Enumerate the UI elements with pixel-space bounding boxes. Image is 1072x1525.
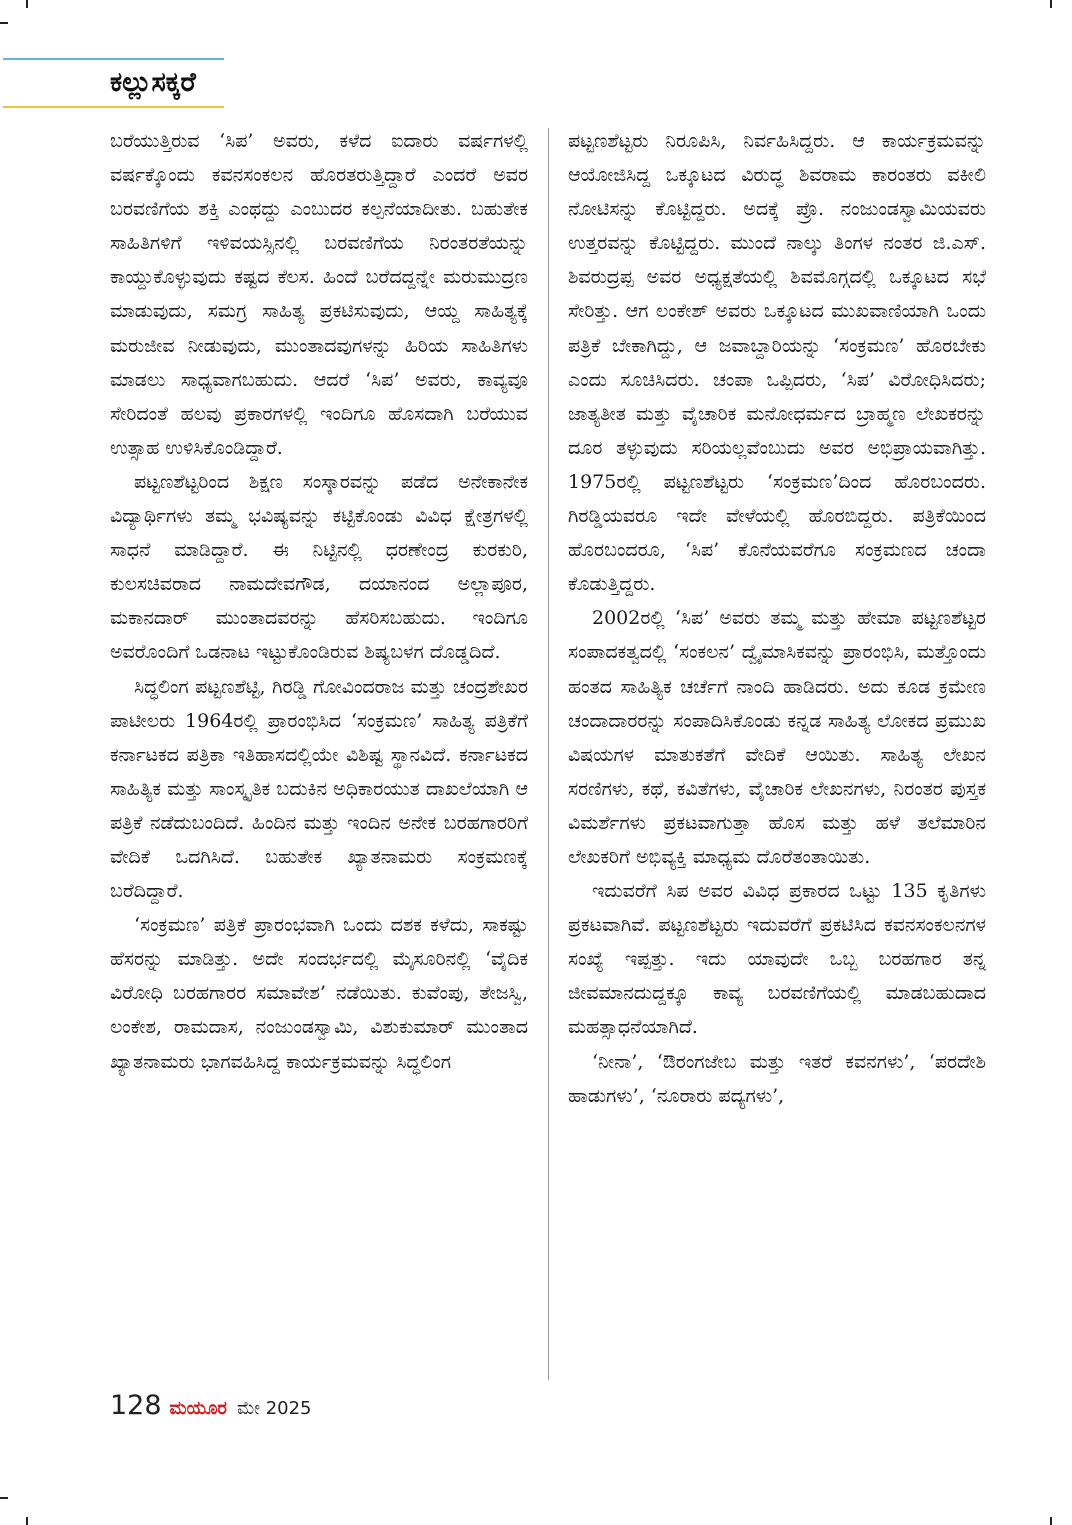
column-divider — [548, 128, 549, 1380]
issue-date: ಮೇ 2025 — [236, 1398, 312, 1419]
page-number: 128 — [110, 1390, 162, 1421]
section-title: ಕಲ್ಲುಸಕ್ಕರೆ — [110, 67, 196, 98]
section-header — [3, 58, 224, 110]
header-rule-bottom — [3, 106, 224, 108]
magazine-logo: ಮಯೂರ — [169, 1398, 227, 1419]
paragraph: ‘ನೀನಾ’, ‘ಔರಂಗಜೇಬ ಮತ್ತು ಇತರೆ ಕವನಗಳು’, ‘ಪರದೇಶಿ ಹಾಡುಗಳು’, ‘ನೂರಾರು ಪದ್ಯಗಳು’, — [568, 1050, 986, 1107]
article-column-left — [110, 124, 528, 1079]
paragraph: ಇದುವರೆಗೆ ಸಿಪ ಅವರ ವಿವಿಧ ಪ್ರಕಾರದ ಒಟ್ಟು 135 ಕೃತಿಗಳು ಪ್ರಕಟವಾಗಿವೆ. ಪಟ್ಟಣಶೆಟ್ಟರು ಇದುವರೆಗೆ ಪ್ರಕಟಿಸಿದ ಕವನಸಂಕಲನಗಳ ಸಂಖ್ಯೆ ಇಪ್ಪತ್ತು. ಇದು ಯಾವುದೇ ಒಬ್ಬ ಬರಹಗಾರ ತನ್ನ ಜೀವಮಾನದುದ್ದಕ್ಕೂ ಕಾವ್ಯ ಬರವಣಿಗೆಯಲ್ಲಿ ಮಾಡಬಹುದಾದ ಮಹತ್ಸಾಧನೆಯಾಗಿದೆ. — [568, 880, 986, 1039]
crop-mark-left-top — [0, 22, 8, 24]
page-footer — [110, 1390, 312, 1430]
crop-mark-bottom-left — [26, 1517, 28, 1525]
crop-mark-top-left — [26, 0, 28, 8]
article-column-right — [568, 124, 986, 1113]
header-rule-top — [3, 58, 224, 60]
paragraph: ಪಟ್ಟಣಶೆಟ್ಟರಿಂದ ಶಿಕ್ಷಣ ಸಂಸ್ಕಾರವನ್ನು ಪಡೆದ ಅನೇಕಾನೇಕ ವಿದ್ಯಾರ್ಥಿಗಳು ತಮ್ಮ ಭವಿಷ್ಯವನ್ನು ಕಟ್ಟಿಕೊಂಡು ವಿವಿಧ ಕ್ಷೇತ್ರಗಳಲ್ಲಿ ಸಾಧನೆ ಮಾಡಿದ್ದಾರೆ. ಈ ನಿಟ್ಟಿನಲ್ಲಿ ಧರಣೇಂದ್ರ ಕುರಕುರಿ, ಕುಲಸಚಿವರಾದ ನಾಮದೇವಗೌಡ, ದಯಾನಂದ ಅಲ್ಲಾಪೂರ, ಮಕಾನದಾರ್ ಮುಂತಾದವರನ್ನು ಹೆಸರಿಸಬಹುದು. ಇಂದಿಗೂ ಅವರೊಂದಿಗೆ ಒಡನಾಟ ಇಟ್ಟುಕೊಂಡಿರುವ ಶಿಷ್ಯಬಳಗ ದೊಡ್ಡದಿದೆ. — [110, 470, 528, 664]
paragraph: 2002ರಲ್ಲಿ ‘ಸಿಪ’ ಅವರು ತಮ್ಮ ಮತ್ತು ಹೇಮಾ ಪಟ್ಟಣಶೆಟ್ಟರ ಸಂಪಾದಕತ್ವದಲ್ಲಿ ‘ಸಂಕಲನ’ ದ್ವೈಮಾಸಿಕವನ್ನು ಪ್ರಾರಂಭಿಸಿ, ಮತ್ತೊಂದು ಹಂತದ ಸಾಹಿತ್ಯಿಕ ಚರ್ಚೆಗೆ ನಾಂದಿ ಹಾಡಿದರು. ಅದು ಕೂಡ ಕ್ರಮೇಣ ಚಂದಾದಾರರನ್ನು ಸಂಪಾದಿಸಿಕೊಂಡು ಕನ್ನಡ ಸಾಹಿತ್ಯ ಲೋಕದ ಪ್ರಮುಖ ವಿಷಯಗಳ ಮಾತುಕತೆಗೆ ವೇದಿಕೆ ಆಯಿತು. ಸಾಹಿತ್ಯ ಲೇಖನ ಸರಣಿಗಳು, ಕಥೆ, ಕವಿತೆಗಳು, ವೈಚಾರಿಕ ಲೇಖನಗಳು, ನಿರಂತರ ಪುಸ್ತಕ ವಿಮರ್ಶೆಗಳು ಪ್ರಕಟವಾಗುತ್ತಾ ಹೊಸ ಮತ್ತು ಹಳೆ ತಲೆಮಾರಿನ ಲೇಖಕರಿಗೆ ಅಭಿವ್ಯಕ್ತಿ ಮಾಧ್ಯಮ ದೊರೆತಂತಾಯಿತು. — [568, 607, 986, 868]
paragraph: ಪಟ್ಟಣಶೆಟ್ಟರು ನಿರೂಪಿಸಿ, ನಿರ್ವಹಿಸಿದ್ದರು. ಆ ಕಾರ್ಯಕ್ರಮವನ್ನು ಆಯೋಜಿಸಿದ್ದ ಒಕ್ಕೂಟದ ವಿರುದ್ಧ ಶಿವರಾಮ ಕಾರಂತರು ವಕೀಲಿ ನೋಟಿಸನ್ನು ಕೊಟ್ಟಿದ್ದರು. ಅದಕ್ಕೆ ಪ್ರೊ. ನಂಜುಂಡಸ್ವಾಮಿಯವರು ಉತ್ತರವನ್ನು ಕೊಟ್ಟಿದ್ದರು. ಮುಂದೆ ನಾಲ್ಕು ತಿಂಗಳ ನಂತರ ಜಿ.ಎಸ್. ಶಿವರುದ್ರಪ್ಪ ಅವರ ಅಧ್ಯಕ್ಷತೆಯಲ್ಲಿ ಶಿವಮೊಗ್ಗದಲ್ಲಿ ಒಕ್ಕೂಟದ ಸಭೆ ಸೇರಿತ್ತು. ಆಗ ಲಂಕೇಶ್ ಅವರು ಒಕ್ಕೂಟದ ಮುಖವಾಣಿಯಾಗಿ ಒಂದು ಪತ್ರಿಕೆ ಬೇಕಾಗಿದ್ದು, ಆ ಜವಾಬ್ದಾರಿಯನ್ನು ‘ಸಂಕ್ರಮಣ’ ಹೊರಬೇಕು ಎಂದು ಸೂಚಿಸಿದರು. ಚಂಪಾ ಒಪ್ಪಿದರು, ‘ಸಿಪ’ ವಿರೋಧಿಸಿದರು; ಜಾತ್ಯತೀತ ಮತ್ತು ವೈಚಾರಿಕ ಮನೋಧರ್ಮದ ಬ್ರಾಹ್ಮಣ ಲೇಖಕರನ್ನು ದೂರ ತಳ್ಳುವುದು ಸರಿಯಲ್ಲವೆಂಬುದು ಅವರ ಅಭಿಪ್ರಾಯವಾಗಿತ್ತು. 1975ರಲ್ಲಿ ಪಟ್ಟಣಶೆಟ್ಟರು ‘ಸಂಕ್ರಮಣ’ದಿಂದ ಹೊರಬಂದರು. ಗಿರಡ್ಡಿಯವರೂ ಇದೇ ವೇಳೆಯಲ್ಲಿ ಹೊರಬಿದ್ದರು. ಪತ್ರಿಕೆಯಿಂದ ಹೊರಬಂದರೂ, ‘ಸಿಪ’ ಕೊನೆಯವರೆಗೂ ಸಂಕ್ರಮಣದ ಚಂದಾ ಕೊಡುತ್ತಿದ್ದರು. — [568, 130, 986, 596]
crop-mark-bottom-right — [1050, 1517, 1052, 1525]
crop-mark-top-right — [1050, 0, 1052, 8]
crop-mark-left-bottom — [0, 1497, 8, 1499]
paragraph: ‘ಸಂಕ್ರಮಣ’ ಪತ್ರಿಕೆ ಪ್ರಾರಂಭವಾಗಿ ಒಂದು ದಶಕ ಕಳೆದು, ಸಾಕಷ್ಟು ಹೆಸರನ್ನು ಮಾಡಿತ್ತು. ಅದೇ ಸಂದರ್ಭದಲ್ಲಿ ಮೈಸೂರಿನಲ್ಲಿ ‘ವೈದಿಕ ವಿರೋಧಿ ಬರಹಗಾರರ ಸಮಾವೇಶ’ ನಡೆಯಿತು. ಕುವೆಂಪು, ತೇಜಸ್ವಿ, ಲಂಕೇಶ, ರಾಮದಾಸ, ನಂಜುಂಡಸ್ವಾಮಿ, ವಿಶುಕುಮಾರ್ ಮುಂತಾದ ಖ್ಯಾತನಾಮರು ಭಾಗವಹಿಸಿದ್ದ ಕಾರ್ಯಕ್ರಮವನ್ನು ಸಿದ್ಧಲಿಂಗ — [110, 914, 528, 1073]
paragraph: ಬರೆಯುತ್ತಿರುವ ‘ಸಿಪ’ ಅವರು, ಕಳೆದ ಐದಾರು ವರ್ಷಗಳಲ್ಲಿ ವರ್ಷಕ್ಕೊಂದು ಕವನಸಂಕಲನ ಹೊರತರುತ್ತಿದ್ದಾರೆ ಎಂದರೆ ಅವರ ಬರವಣಿಗೆಯ ಶಕ್ತಿ ಎಂಥದ್ದು ಎಂಬುದರ ಕಲ್ಪನೆಯಾದೀತು. ಬಹುತೇಕ ಸಾಹಿತಿಗಳಿಗೆ ಇಳಿವಯಸ್ಸಿನಲ್ಲಿ ಬರವಣಿಗೆಯ ನಿರಂತರತೆಯನ್ನು ಕಾಯ್ದುಕೊಳ್ಳುವುದು ಕಷ್ಟದ ಕೆಲಸ. ಹಿಂದೆ ಬರೆದದ್ದನ್ನೇ ಮರುಮುದ್ರಣ ಮಾಡುವುದು, ಸಮಗ್ರ ಸಾಹಿತ್ಯ ಪ್ರಕಟಿಸುವುದು, ಆಯ್ದ ಸಾಹಿತ್ಯಕ್ಕೆ ಮರುಜೀವ ನೀಡುವುದು, ಮುಂತಾದವುಗಳನ್ನು ಹಿರಿಯ ಸಾಹಿತಿಗಳು ಮಾಡಲು ಸಾಧ್ಯವಾಗಬಹುದು. ಆದರೆ ‘ಸಿಪ’ ಅವರು, ಕಾವ್ಯವೂ ಸೇರಿದಂತೆ ಹಲವು ಪ್ರಕಾರಗಳಲ್ಲಿ ಇಂದಿಗೂ ಹೊಸದಾಗಿ ಬರೆಯುವ ಉತ್ಸಾಹ ಉಳಿಸಿಕೊಂಡಿದ್ದಾರೆ. — [110, 130, 528, 459]
paragraph: ಸಿದ್ಧಲಿಂಗ ಪಟ್ಟಣಶೆಟ್ಟಿ, ಗಿರಡ್ಡಿ ಗೋವಿಂದರಾಜ ಮತ್ತು ಚಂದ್ರಶೇಖರ ಪಾಟೀಲರು 1964ರಲ್ಲಿ ಪ್ರಾರಂಭಿಸಿದ ‘ಸಂಕ್ರಮಣ’ ಸಾಹಿತ್ಯ ಪತ್ರಿಕೆಗೆ ಕರ್ನಾಟಕದ ಪತ್ರಿಕಾ ಇತಿಹಾಸದಲ್ಲಿಯೇ ವಿಶಿಷ್ಟ ಸ್ಥಾನವಿದೆ. ಕರ್ನಾಟಕದ ಸಾಹಿತ್ಯಿಕ ಮತ್ತು ಸಾಂಸ್ಕೃತಿಕ ಬದುಕಿನ ಅಧಿಕಾರಯುತ ದಾಖಲೆಯಾಗಿ ಆ ಪತ್ರಿಕೆ ನಡೆದುಬಂದಿದೆ. ಹಿಂದಿನ ಮತ್ತು ಇಂದಿನ ಅನೇಕ ಬರಹಗಾರರಿಗೆ ವೇದಿಕೆ ಒದಗಿಸಿದೆ. ಬಹುತೇಕ ಖ್ಯಾತನಾಮರು ಸಂಕ್ರಮಣಕ್ಕೆ ಬರೆದಿದ್ದಾರೆ. — [110, 675, 528, 903]
